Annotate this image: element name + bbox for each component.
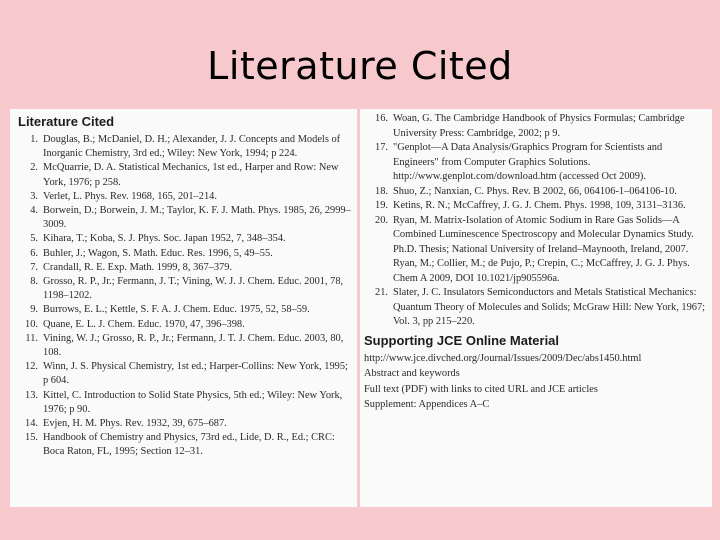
reference-text: "Genplot—A Data Analysis/Graphics Program for Scientists and Engineers" from Computer Graphics Solutions. http://www.genplot.com/download.htm (accessed Oct 2009). [393,142,663,182]
reference-text: Ketins, R. N.; McCaffrey, J. G. J. Chem. Phys. 1998, 109, 3131–3136. [393,200,686,211]
reference-text: Evjen, H. M. Phys. Rev. 1932, 39, 675–687. [43,418,227,430]
reference-text: Grosso, R. P., Jr.; Fermann, J. T.; Vining, W. J. J. Chem. Educ. 2001, 78, 1198–1202. [43,276,344,302]
reference-item [16,275,351,303]
reference-number: 21. [375,287,388,298]
reference-number: 5. [30,233,38,245]
reference-number: 16. [375,113,388,124]
reference-list-left [16,133,351,460]
reference-text: Vining, W. J.; Grosso, R. P., Jr.; Fermann, J. T. J. Chem. Educ. 2003, 80, 108. [43,332,344,359]
reference-text: Winn, J. S. Physical Chemistry, 1st ed.; Harper-Collins: New York, 1995; p 604. [43,361,348,387]
reference-list-right [364,112,706,330]
supporting-material-heading: Supporting JCE Online Material [364,332,560,348]
reference-number: 17. [375,142,388,153]
reference-item [16,303,351,317]
reference-item [16,360,351,388]
reference-number: 19. [375,200,388,211]
reference-item [16,232,351,246]
reference-number: 10. [25,318,38,330]
reference-number: 1. [30,134,38,145]
reference-number: 15. [25,432,38,444]
supporting-item: Full text (PDF) with links to cited URL and JCE articles [364,383,598,395]
reference-item [16,161,351,189]
reference-text: Kittel, C. Introduction to Solid State Physics, 5th ed.; Wiley: New York, 1976; p 90. [43,389,343,415]
reference-number: 2. [30,162,38,174]
reference-text: Ryan, M. Matrix-Isolation of Atomic Sodium in Rare Gas Solids—A Combined Luminescence Spectroscopy and Molecular Dynamics Study. Ph.D. Thesis; National University of Ireland–Maynooth, Ireland, 2007. Ryan, M.; Collier, M.; de Pujo, P.; Crepin, C.; McCaffrey, J. G. J. Phys. Chem A 2009, DOI 10.1021/jp905596a. [393,214,694,284]
reference-item [16,417,351,431]
reference-item [16,318,351,332]
reference-number: 7. [30,261,38,273]
reference-text: Woan, G. The Cambridge Handbook of Physics Formulas; Cambridge University Press: Cambridge, 2002; p 9. [393,113,685,139]
reference-item [16,247,351,261]
reference-text: Buhler, J.; Wagon, S. Math. Educ. Res. 1996, 5, 49–55. [43,247,273,259]
slide-title: Literature Cited [207,44,513,88]
reference-text: Shuo, Z.; Nanxian, C. Phys. Rev. B 2002, 66, 064106-1–064106-10. [393,185,677,197]
reference-text: Quane, E. L. J. Chem. Educ. 1970, 47, 396–398. [43,318,245,330]
reference-text: Handbook of Chemistry and Physics, 73rd ed., Lide, D. R., Ed.; CRC: Boca Raton, FL, 1995; Section 12–31. [43,432,335,458]
reference-number: 3. [30,190,38,202]
literature-cited-heading: Literature Cited [18,114,115,129]
references-page-right [360,109,712,507]
reference-item [364,112,706,141]
reference-text: Verlet, L. Phys. Rev. 1968, 165, 201–214. [43,190,217,202]
reference-text: Borwein, D.; Borwein, J. M.; Taylor, K. F. J. Math. Phys. 1985, 26, 2999–3009. [43,205,351,231]
reference-number: 20. [375,214,388,226]
supporting-item: Supplement: Appendices A–C [364,399,490,410]
reference-item [16,261,351,275]
reference-text: Crandall, R. E. Exp. Math. 1999, 8, 367–379. [43,261,233,273]
reference-item [16,133,351,161]
reference-item [16,204,351,232]
reference-number: 11. [25,332,38,344]
reference-number: 13. [25,389,38,401]
reference-number: 4. [30,205,38,217]
reference-item [16,389,351,417]
supporting-material-url: http://www.jce.divched.org/Journal/Issues/2009/Dec/abs1450.html [364,352,642,364]
supporting-material-section [364,333,706,413]
reference-number: 12. [25,361,38,373]
reference-text: Douglas, B.; McDaniel, D. H.; Alexander, J. J. Concepts and Models of Inorganic Chemistry, 3rd ed.; Wiley: New York, 1994; p 224. [43,134,341,160]
reference-text: Slater, J. C. Insulators Semiconductors and Metals Statistical Mechanics: Quantum Theory of Molecules and Solids; McGraw Hill: New York, 1967; Vol. 3, pp 215–220. [393,287,706,327]
reference-number: 18. [375,185,388,197]
reference-number: 6. [30,247,38,259]
reference-item [364,214,706,287]
references-page-left [10,109,357,507]
supporting-item: Abstract and keywords [364,368,460,379]
reference-item [364,286,706,330]
reference-item [364,199,706,214]
reference-number: 14. [25,418,38,430]
reference-text: McQuarrie, D. A. Statistical Mechanics, 1st ed., Harper and Row: New York, 1976; p 258. [43,162,339,188]
reference-number: 9. [30,304,38,316]
reference-item [364,141,706,185]
reference-item [364,185,706,200]
reference-number: 8. [30,276,38,288]
reference-item [16,190,351,204]
reference-item [16,431,351,459]
reference-text: Burrows, E. L.; Kettle, S. F. A. J. Chem. Educ. 1975, 52, 58–59. [43,304,310,316]
reference-text: Kihara, T.; Koba, S. J. Phys. Soc. Japan 1952, 7, 348–354. [43,233,286,245]
reference-item [16,332,351,360]
